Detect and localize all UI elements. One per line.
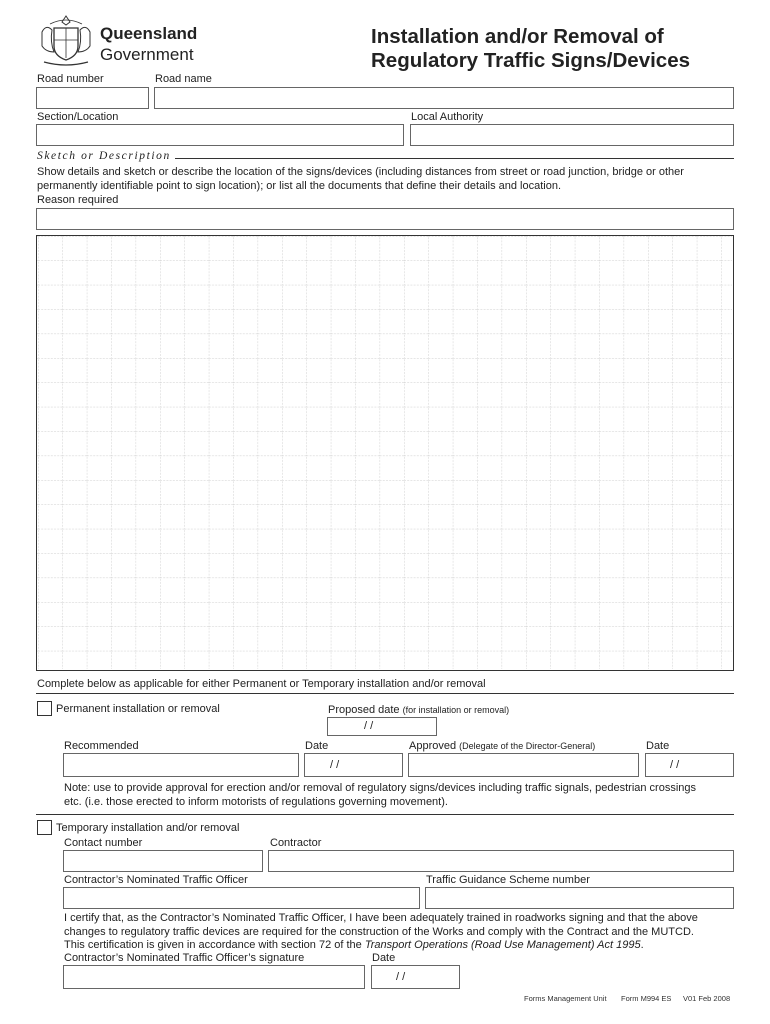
qld-government-logo bbox=[36, 12, 216, 68]
proposed-date-text: Proposed date bbox=[328, 704, 400, 716]
approved-input[interactable] bbox=[408, 753, 639, 777]
logo-text-government: Government bbox=[100, 45, 194, 64]
sketch-grid bbox=[37, 236, 732, 669]
certification-line3-suffix: . bbox=[640, 939, 644, 951]
contractor-label: Contractor bbox=[270, 837, 322, 849]
reason-required-input[interactable] bbox=[36, 208, 734, 230]
coat-of-arms-icon bbox=[36, 12, 96, 68]
signature-date-input[interactable] bbox=[371, 965, 460, 989]
tgs-number-input[interactable] bbox=[425, 887, 734, 909]
road-number-label: Road number bbox=[37, 73, 104, 85]
approved-note: (Delegate of the Director-General) bbox=[459, 741, 596, 751]
sketch-heading: Sketch or Description bbox=[37, 150, 175, 162]
sketch-heading-rule bbox=[170, 158, 734, 159]
proposed-date-label bbox=[328, 704, 509, 716]
contact-number-input[interactable] bbox=[63, 850, 263, 872]
footer-version: V01 Feb 2008 bbox=[683, 994, 731, 1003]
nominated-officer-label: Contractor’s Nominated Traffic Officer bbox=[64, 874, 248, 886]
section-location-input[interactable] bbox=[36, 124, 404, 146]
sketch-instructions-line1: Show details and sketch or describe the location of the signs/devices (including distances from street or road junction, bridge or other bbox=[37, 166, 684, 178]
contact-number-label: Contact number bbox=[64, 837, 143, 849]
recommended-input[interactable] bbox=[63, 753, 299, 777]
permanent-label: Permanent installation or removal bbox=[56, 703, 220, 715]
certification-line3 bbox=[64, 938, 644, 953]
footer-form-number: Form M994 ES bbox=[621, 994, 672, 1003]
road-name-input[interactable] bbox=[154, 87, 734, 109]
form-title-line2: Regulatory Traffic Signs/Devices bbox=[371, 49, 691, 72]
logo-text-queensland: Queensland bbox=[100, 24, 198, 43]
footer-unit: Forms Management Unit bbox=[524, 994, 607, 1003]
signature-date-label: Date bbox=[372, 952, 396, 964]
certification-line1: I certify that, as the Contractor’s Nominated Traffic Officer, I have been adequately trained in roadworks signing and that the above bbox=[64, 912, 698, 924]
certification-line2: changes to regulatory traffic devices are required for the construction of the Works and comply with the Contract and the MUTCD. bbox=[64, 926, 694, 938]
temporary-rule bbox=[36, 814, 734, 815]
applicable-heading: Complete below as applicable for either Permanent or Temporary installation and/or removal bbox=[37, 678, 486, 690]
signature-date-slashes: / / bbox=[396, 971, 406, 983]
contractor-input[interactable] bbox=[268, 850, 734, 872]
form-title-line1: Installation and/or Removal of bbox=[371, 25, 664, 48]
proposed-date-slashes: / / bbox=[364, 720, 374, 732]
nominated-officer-input[interactable] bbox=[63, 887, 420, 909]
temporary-label: Temporary installation and/or removal bbox=[56, 822, 240, 834]
tgs-number-label: Traffic Guidance Scheme number bbox=[426, 874, 590, 886]
signature-label: Contractor’s Nominated Traffic Officer’s signature bbox=[64, 952, 305, 964]
section-location-label: Section/Location bbox=[37, 111, 119, 123]
proposed-date-input[interactable] bbox=[327, 717, 437, 736]
reason-required-label: Reason required bbox=[37, 194, 119, 206]
local-authority-label: Local Authority bbox=[411, 111, 484, 123]
sketch-grid-area[interactable] bbox=[36, 235, 734, 671]
proposed-date-note: (for installation or removal) bbox=[402, 705, 510, 715]
road-name-label: Road name bbox=[155, 73, 212, 85]
sketch-instructions-line2: permanently identifiable point to sign location); or list all the documents that define their details and location. bbox=[37, 180, 562, 192]
approved-label bbox=[409, 740, 595, 752]
approved-date-input[interactable] bbox=[645, 753, 734, 777]
approved-date-label: Date bbox=[646, 740, 670, 752]
applicable-rule bbox=[36, 693, 734, 694]
local-authority-input[interactable] bbox=[410, 124, 734, 146]
temporary-checkbox[interactable] bbox=[37, 820, 52, 835]
recommended-date-slashes: / / bbox=[330, 759, 340, 771]
permanent-checkbox[interactable] bbox=[37, 701, 52, 716]
recommended-date-input[interactable] bbox=[304, 753, 403, 777]
permanent-note-line2: etc. (i.e. those erected to inform motorists of regulations governing movement). bbox=[64, 796, 448, 808]
recommended-date-label: Date bbox=[305, 740, 329, 752]
certification-line3-prefix: This certification is given in accordance with section 72 of the bbox=[64, 939, 365, 951]
approved-date-slashes: / / bbox=[670, 759, 680, 771]
approved-text: Approved bbox=[409, 740, 457, 752]
certification-act-name: Transport Operations (Road Use Management) Act 1995 bbox=[364, 939, 641, 951]
permanent-note-line1: Note: use to provide approval for erection and/or removal of regulatory signs/devices including traffic signals, pedestrian crossings bbox=[64, 782, 697, 794]
road-number-input[interactable] bbox=[36, 87, 149, 109]
recommended-label: Recommended bbox=[64, 740, 139, 752]
signature-input[interactable] bbox=[63, 965, 365, 989]
